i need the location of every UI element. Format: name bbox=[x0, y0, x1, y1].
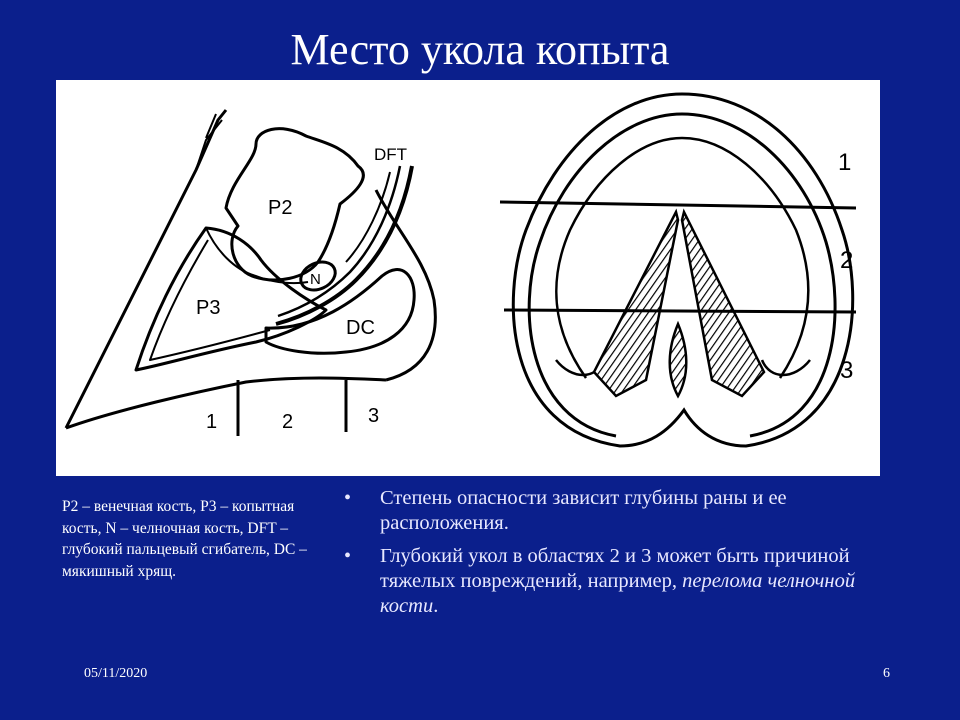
label-n: N bbox=[310, 271, 321, 288]
label-dft: DFT bbox=[374, 145, 408, 164]
sole-view bbox=[500, 94, 856, 446]
bullet-dot: • bbox=[344, 487, 352, 509]
side-labels bbox=[196, 145, 407, 433]
deep-flexor-tendon bbox=[276, 166, 412, 324]
bullet-text: Степень опасности зависит глубины раны и ее расположения. bbox=[380, 487, 787, 534]
frog-right bbox=[682, 212, 764, 396]
label-p2: P2 bbox=[268, 197, 293, 219]
figure-caption: P2 – венечная кость, P3 – копытная кость, N – челночная кость, DFT – глубокий пальцевый сгибатель, DC – мякишный хрящ. bbox=[62, 498, 307, 580]
sole-line bbox=[66, 378, 386, 428]
slide-title: Место укола копыта bbox=[290, 25, 670, 74]
side-zone-2: 2 bbox=[282, 411, 294, 433]
bullet-item bbox=[342, 544, 902, 619]
bullet-dot: • bbox=[344, 545, 352, 567]
sole-zone-1: 1 bbox=[838, 149, 852, 176]
sole-zone-line-2 bbox=[504, 310, 856, 312]
hoof-diagram-svg bbox=[56, 80, 880, 476]
frog-left bbox=[594, 212, 678, 396]
bullet-list bbox=[342, 486, 902, 627]
side-zone-1: 1 bbox=[206, 411, 218, 433]
sole-zone-3: 3 bbox=[840, 357, 854, 384]
frog-central-sulcus bbox=[670, 324, 687, 396]
hoof-wall-outer bbox=[66, 110, 226, 428]
bullet-item bbox=[342, 486, 902, 536]
hoof-diagram bbox=[56, 80, 880, 476]
bullet-emphasis: перелома челночной кости bbox=[380, 570, 856, 617]
label-dc: DC bbox=[346, 317, 375, 339]
sole-outer-wall bbox=[513, 94, 852, 446]
sole-zone-2: 2 bbox=[840, 247, 854, 274]
bullet-end: . bbox=[433, 595, 439, 617]
short-pastern-p2 bbox=[226, 129, 363, 280]
bullet-text: Глубокий укол в областях 2 и 3 может быть причиной тяжелых повреждений, например, bbox=[380, 545, 850, 592]
page-number: 6 bbox=[883, 666, 890, 681]
side-zone-3: 3 bbox=[368, 405, 380, 427]
label-p3: P3 bbox=[196, 297, 221, 319]
slide-date: 05/11/2020 bbox=[84, 666, 148, 681]
